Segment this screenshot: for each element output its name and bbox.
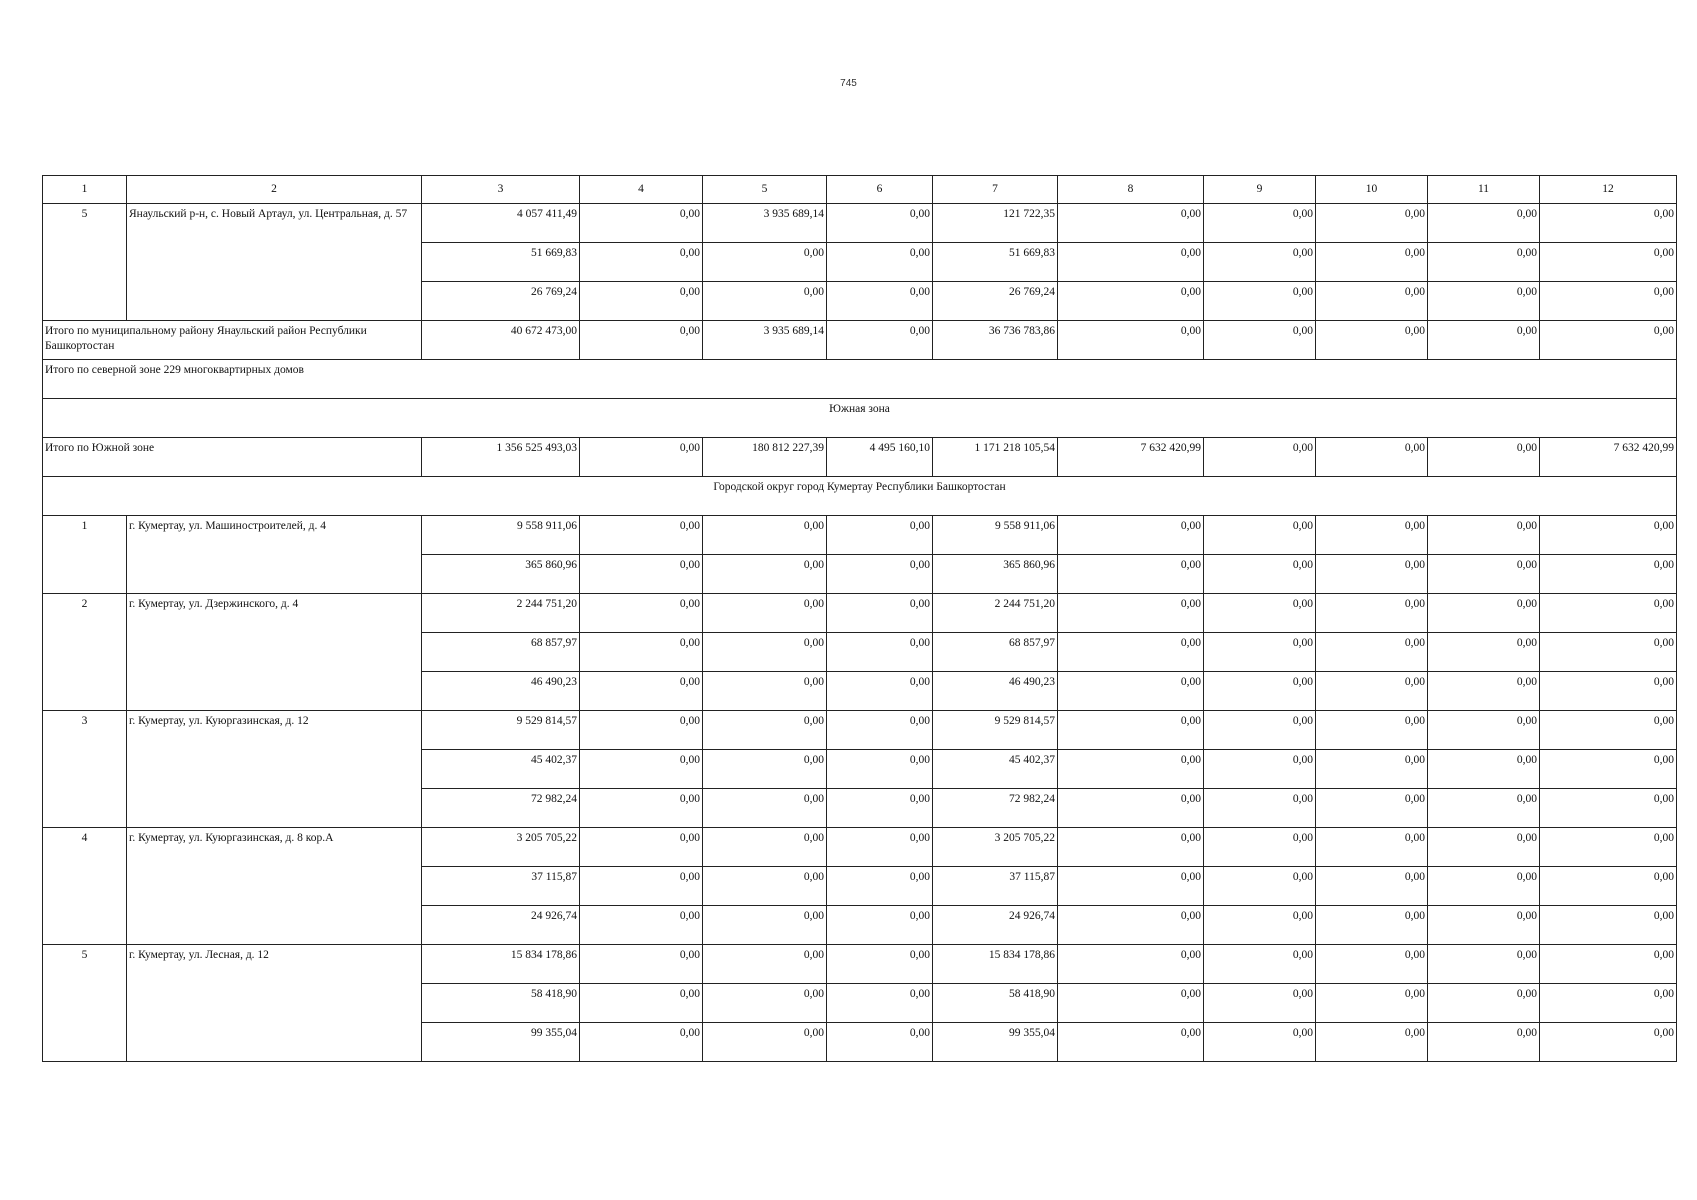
value-cell: 0,00 [580,867,703,906]
value-cell: 0,00 [827,282,933,321]
row-number: 1 [43,516,127,594]
value-cell: 0,00 [1058,1023,1204,1062]
value-cell: 0,00 [703,828,827,867]
value-cell: 37 115,87 [933,867,1058,906]
value-cell: 0,00 [827,243,933,282]
value-cell: 99 355,04 [422,1023,580,1062]
value-cell: 51 669,83 [422,243,580,282]
value-cell: 0,00 [1058,945,1204,984]
value-cell: 0,00 [1316,828,1428,867]
value-cell: 0,00 [1316,789,1428,828]
row-number: 5 [43,204,127,321]
value-cell: 0,00 [1058,516,1204,555]
value-cell: 0,00 [1428,789,1540,828]
value-cell: 26 769,24 [422,282,580,321]
value-cell: 0,00 [1540,789,1677,828]
value-cell: 24 926,74 [422,906,580,945]
value-cell: 4 057 411,49 [422,204,580,243]
value-cell: 0,00 [1058,867,1204,906]
north-zone-total-label: Итого по северной зоне 229 многоквартирных домов [43,360,1677,399]
value-cell: 45 402,37 [422,750,580,789]
value-cell: 0,00 [1204,1023,1316,1062]
table-row [43,828,1677,867]
value-cell: 0,00 [1316,750,1428,789]
value-cell: 0,00 [1204,243,1316,282]
column-header: 9 [1204,176,1316,204]
value-cell: 0,00 [1316,243,1428,282]
value-cell: 365 860,96 [933,555,1058,594]
value-cell: 0,00 [1058,711,1204,750]
value-cell: 24 926,74 [933,906,1058,945]
value-cell: 0,00 [703,1023,827,1062]
address-cell: Янаульский р-н, с. Новый Артаул, ул. Центральная, д. 57 [127,204,422,321]
value-cell: 3 205 705,22 [422,828,580,867]
value-cell: 0,00 [1428,711,1540,750]
value-cell: 0,00 [1204,711,1316,750]
value-cell: 0,00 [1540,1023,1677,1062]
value-cell: 37 115,87 [422,867,580,906]
value-cell: 0,00 [1316,633,1428,672]
value-cell: 0,00 [580,438,703,477]
value-cell: 0,00 [580,750,703,789]
value-cell: 0,00 [1428,204,1540,243]
value-cell: 0,00 [1540,282,1677,321]
value-cell: 0,00 [580,672,703,711]
north-zone-total-row [43,360,1677,399]
value-cell: 1 356 525 493,03 [422,438,580,477]
value-cell: 0,00 [827,711,933,750]
value-cell: 0,00 [1204,438,1316,477]
value-cell: 0,00 [1316,1023,1428,1062]
value-cell: 0,00 [1316,906,1428,945]
value-cell: 0,00 [1540,984,1677,1023]
value-cell: 0,00 [1316,984,1428,1023]
column-header: 6 [827,176,933,204]
value-cell: 0,00 [1428,438,1540,477]
table-row [43,711,1677,750]
value-cell: 4 495 160,10 [827,438,933,477]
value-cell: 0,00 [1204,984,1316,1023]
value-cell: 45 402,37 [933,750,1058,789]
value-cell: 51 669,83 [933,243,1058,282]
value-cell: 99 355,04 [933,1023,1058,1062]
value-cell: 15 834 178,86 [933,945,1058,984]
value-cell: 0,00 [580,711,703,750]
column-header: 4 [580,176,703,204]
value-cell: 72 982,24 [933,789,1058,828]
value-cell: 0,00 [703,672,827,711]
value-cell: 0,00 [827,984,933,1023]
value-cell: 0,00 [703,282,827,321]
value-cell: 0,00 [1428,243,1540,282]
value-cell: 0,00 [703,594,827,633]
value-cell: 0,00 [1540,867,1677,906]
value-cell: 0,00 [1428,750,1540,789]
value-cell: 0,00 [703,711,827,750]
value-cell: 0,00 [1316,438,1428,477]
value-cell: 0,00 [580,1023,703,1062]
value-cell: 0,00 [827,789,933,828]
value-cell: 0,00 [827,672,933,711]
value-cell: 0,00 [1428,321,1540,360]
value-cell: 0,00 [1058,282,1204,321]
value-cell: 0,00 [827,867,933,906]
value-cell: 0,00 [1540,516,1677,555]
value-cell: 0,00 [1204,828,1316,867]
value-cell: 0,00 [1204,594,1316,633]
value-cell: 0,00 [1540,750,1677,789]
value-cell: 0,00 [1540,672,1677,711]
value-cell: 15 834 178,86 [422,945,580,984]
capital-repair-table [42,175,1677,1062]
address-cell: г. Кумертау, ул. Дзержинского, д. 4 [127,594,422,711]
column-header: 8 [1058,176,1204,204]
value-cell: 0,00 [1316,945,1428,984]
value-cell: 0,00 [827,321,933,360]
value-cell: 0,00 [580,594,703,633]
row-number: 3 [43,711,127,828]
value-cell: 0,00 [1204,516,1316,555]
table-row [43,204,1677,243]
value-cell: 0,00 [580,204,703,243]
value-cell: 7 632 420,99 [1540,438,1677,477]
value-cell: 0,00 [1058,906,1204,945]
value-cell: 1 171 218 105,54 [933,438,1058,477]
address-cell: г. Кумертау, ул. Машиностроителей, д. 4 [127,516,422,594]
value-cell: 0,00 [1428,594,1540,633]
table-row [43,945,1677,984]
value-cell: 0,00 [827,633,933,672]
column-header: 11 [1428,176,1540,204]
south-zone-title-row [43,399,1677,438]
column-header: 7 [933,176,1058,204]
city-title: Городской округ город Кумертау Республики Башкортостан [43,477,1677,516]
south-zone-total-row [43,438,1677,477]
row-number: 5 [43,945,127,1062]
value-cell: 0,00 [827,516,933,555]
value-cell: 0,00 [1058,633,1204,672]
value-cell: 0,00 [1428,633,1540,672]
value-cell: 0,00 [1204,204,1316,243]
value-cell: 3 935 689,14 [703,204,827,243]
value-cell: 0,00 [580,789,703,828]
value-cell: 0,00 [1540,633,1677,672]
value-cell: 58 418,90 [933,984,1058,1023]
value-cell: 0,00 [580,555,703,594]
value-cell: 0,00 [1204,945,1316,984]
value-cell: 0,00 [1204,789,1316,828]
value-cell: 0,00 [1540,594,1677,633]
city-title-row [43,477,1677,516]
value-cell: 2 244 751,20 [933,594,1058,633]
table-row [43,594,1677,633]
value-cell: 0,00 [580,321,703,360]
value-cell: 0,00 [1204,672,1316,711]
row-number: 4 [43,828,127,945]
value-cell: 0,00 [703,243,827,282]
value-cell: 0,00 [1428,984,1540,1023]
value-cell: 0,00 [827,945,933,984]
value-cell: 0,00 [1428,906,1540,945]
value-cell: 0,00 [703,516,827,555]
value-cell: 0,00 [580,828,703,867]
value-cell: 68 857,97 [422,633,580,672]
value-cell: 0,00 [703,984,827,1023]
value-cell: 0,00 [580,906,703,945]
value-cell: 0,00 [1428,555,1540,594]
value-cell: 0,00 [703,945,827,984]
value-cell: 0,00 [1058,243,1204,282]
value-cell: 9 558 911,06 [422,516,580,555]
column-header: 10 [1316,176,1428,204]
value-cell: 0,00 [1540,204,1677,243]
value-cell: 0,00 [1428,867,1540,906]
value-cell: 0,00 [1540,906,1677,945]
value-cell: 2 244 751,20 [422,594,580,633]
value-cell: 0,00 [1058,321,1204,360]
value-cell: 0,00 [1204,867,1316,906]
value-cell: 3 205 705,22 [933,828,1058,867]
value-cell: 0,00 [703,906,827,945]
value-cell: 365 860,96 [422,555,580,594]
value-cell: 0,00 [1428,672,1540,711]
south-zone-total-label: Итого по Южной зоне [43,438,422,477]
value-cell: 0,00 [703,555,827,594]
value-cell: 0,00 [1540,945,1677,984]
value-cell: 0,00 [1316,867,1428,906]
value-cell: 0,00 [1428,945,1540,984]
value-cell: 0,00 [580,282,703,321]
value-cell: 0,00 [1316,282,1428,321]
column-header: 1 [43,176,127,204]
value-cell: 0,00 [580,633,703,672]
table-row [43,516,1677,555]
value-cell: 0,00 [1316,672,1428,711]
value-cell: 0,00 [1540,243,1677,282]
value-cell: 0,00 [1316,516,1428,555]
value-cell: 0,00 [1540,711,1677,750]
value-cell: 7 632 420,99 [1058,438,1204,477]
value-cell: 0,00 [1058,828,1204,867]
value-cell: 0,00 [1428,1023,1540,1062]
value-cell: 0,00 [580,945,703,984]
value-cell: 0,00 [827,906,933,945]
value-cell: 0,00 [1428,282,1540,321]
value-cell: 0,00 [1428,516,1540,555]
page-number: 745 [840,78,857,89]
value-cell: 0,00 [1540,828,1677,867]
table-body [43,176,1677,1062]
value-cell: 0,00 [703,633,827,672]
value-cell: 68 857,97 [933,633,1058,672]
value-cell: 0,00 [1540,555,1677,594]
value-cell: 0,00 [703,789,827,828]
value-cell: 72 982,24 [422,789,580,828]
address-cell: г. Кумертау, ул. Куюргазинская, д. 12 [127,711,422,828]
value-cell: 0,00 [827,1023,933,1062]
value-cell: 0,00 [1316,321,1428,360]
value-cell: 46 490,23 [422,672,580,711]
value-cell: 9 558 911,06 [933,516,1058,555]
column-header: 3 [422,176,580,204]
address-cell: г. Кумертау, ул. Лесная, д. 12 [127,945,422,1062]
value-cell: 46 490,23 [933,672,1058,711]
value-cell: 0,00 [580,516,703,555]
value-cell: 0,00 [580,984,703,1023]
column-header-row [43,176,1677,204]
value-cell: 0,00 [827,204,933,243]
value-cell: 58 418,90 [422,984,580,1023]
value-cell: 0,00 [1204,633,1316,672]
value-cell: 0,00 [1058,789,1204,828]
value-cell: 180 812 227,39 [703,438,827,477]
value-cell: 9 529 814,57 [422,711,580,750]
value-cell: 0,00 [1058,555,1204,594]
value-cell: 40 672 473,00 [422,321,580,360]
value-cell: 0,00 [703,867,827,906]
value-cell: 0,00 [1316,711,1428,750]
value-cell: 0,00 [703,750,827,789]
value-cell: 0,00 [1316,555,1428,594]
value-cell: 0,00 [1058,204,1204,243]
address-cell: г. Кумертау, ул. Куюргазинская, д. 8 кор.А [127,828,422,945]
column-header: 5 [703,176,827,204]
value-cell: 0,00 [1316,204,1428,243]
value-cell: 0,00 [1204,321,1316,360]
value-cell: 36 736 783,86 [933,321,1058,360]
value-cell: 0,00 [1058,672,1204,711]
value-cell: 0,00 [1058,984,1204,1023]
value-cell: 0,00 [827,555,933,594]
value-cell: 0,00 [1058,594,1204,633]
value-cell: 0,00 [1316,594,1428,633]
column-header: 12 [1540,176,1677,204]
value-cell: 0,00 [827,828,933,867]
value-cell: 0,00 [1204,555,1316,594]
value-cell: 0,00 [1058,750,1204,789]
value-cell: 0,00 [1204,906,1316,945]
value-cell: 0,00 [580,243,703,282]
value-cell: 0,00 [1204,282,1316,321]
value-cell: 0,00 [827,594,933,633]
value-cell: 0,00 [1540,321,1677,360]
value-cell: 0,00 [1204,750,1316,789]
column-header: 2 [127,176,422,204]
south-zone-title: Южная зона [43,399,1677,438]
district-total-row [43,321,1677,360]
value-cell: 121 722,35 [933,204,1058,243]
value-cell: 0,00 [1428,828,1540,867]
value-cell: 3 935 689,14 [703,321,827,360]
value-cell: 9 529 814,57 [933,711,1058,750]
row-number: 2 [43,594,127,711]
district-total-label: Итого по муниципальному району Янаульский район Республики Башкортостан [43,321,422,360]
value-cell: 26 769,24 [933,282,1058,321]
value-cell: 0,00 [827,750,933,789]
